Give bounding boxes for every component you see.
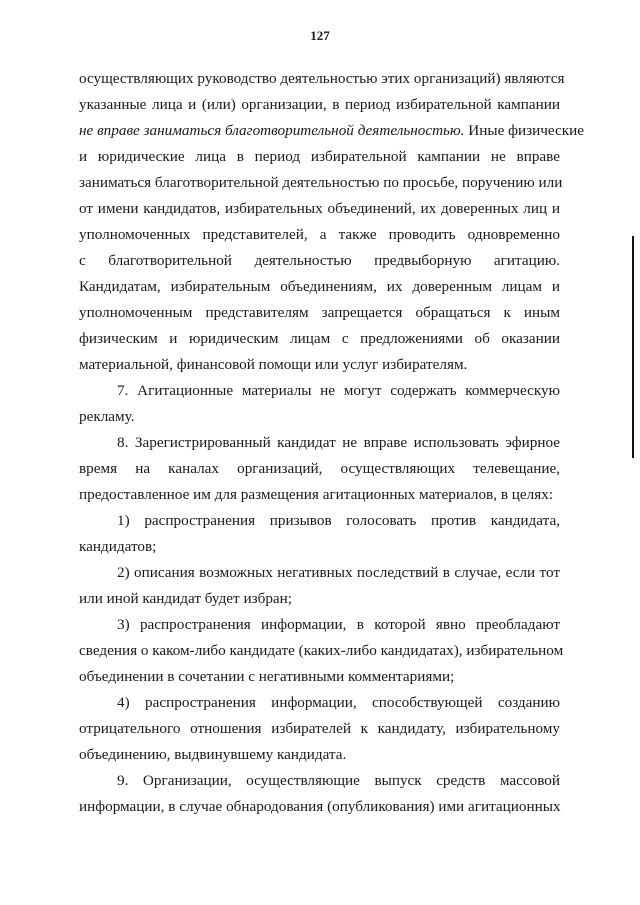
text-line: время на каналах организаций, осуществляющих телевещание, [79, 460, 560, 477]
text-line: 3) распространения информации, в которой явно преобладают [117, 616, 560, 633]
text-line: от имени кандидатов, избирательных объединений, их доверенных лиц и [79, 200, 560, 217]
text-line: уполномоченных представителей, а также проводить одновременно [79, 226, 560, 243]
text-line: 1) распространения призывов голосовать против кандидата, [117, 512, 560, 529]
text-line: объединению, выдвинувшему кандидата. [79, 746, 347, 763]
text-line [79, 118, 584, 144]
text-line: физическим и юридическим лицам с предложениями об оказании [79, 330, 560, 347]
text-line: и юридические лица в период избирательной кампании не вправе [79, 148, 560, 165]
text-line: заниматься благотворительной деятельностью по просьбе, поручению или [79, 174, 563, 191]
text-line: уполномоченным представителям запрещается обращаться к иным [79, 304, 560, 321]
text-line: 7. Агитационные материалы не могут содержать коммерческую [117, 382, 560, 399]
text-line: рекламу. [79, 408, 135, 425]
text-line: указанные лица и (или) организации, в период избирательной кампании [79, 96, 560, 113]
text-line: материальной, финансовой помощи или услуг избирателям. [79, 356, 468, 373]
text-line: 9. Организации, осуществляющие выпуск средств массовой [117, 772, 560, 789]
text-line: сведения о каком-либо кандидате (каких-либо кандидатах), избирательном [79, 642, 564, 659]
document-body [79, 66, 584, 820]
text-line: или иной кандидат будет избран; [79, 590, 293, 607]
page-number: 127 [310, 28, 330, 43]
text-line: 2) описания возможных негативных последствий в случае, если тот [117, 564, 560, 581]
text-line: информации, в случае обнародования (опубликования) ими агитационных [79, 798, 561, 815]
text-line: предоставленное им для размещения агитационных материалов, в целях: [79, 486, 554, 503]
text-line: 4) распространения информации, способствующей созданию [117, 694, 560, 711]
text-line: кандидатов; [79, 538, 157, 555]
text-line: объединении в сочетании с негативными комментариями; [79, 668, 455, 685]
italic-text: не вправе заниматься благотворительной деятельностью. [79, 122, 465, 139]
margin-mark [632, 236, 634, 458]
text-line: с благотворительной деятельностью предвыборную агитацию. [79, 252, 560, 269]
text-segment: Иные физические [464, 122, 584, 139]
text-line: 8. Зарегистрированный кандидат не вправе использовать эфирное [117, 434, 560, 451]
text-line: осуществляющих руководство деятельностью этих организаций) являются [79, 70, 565, 87]
text-line: отрицательного отношения избирателей к кандидату, избирательному [79, 720, 560, 737]
text-line: Кандидатам, избирательным объединениям, их доверенным лицам и [79, 278, 560, 295]
